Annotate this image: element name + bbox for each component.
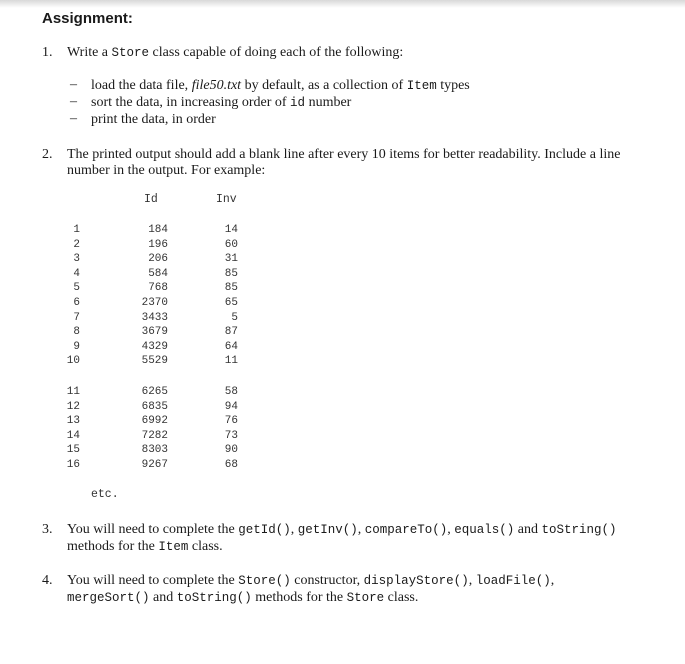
id-value: 6992 [141,415,168,428]
line-number: 15 [66,444,80,457]
bullet-load-file: load the data file, file50.txt by default, as a collection of Item types [91,78,470,93]
line-number: 11 [66,386,80,398]
bullet-dash: – [70,111,77,126]
item-1-text: Write a Store class capable of doing each of the following: [67,45,404,60]
id-value: 6265 [141,386,168,398]
line-number: 14 [66,429,80,442]
item-3-line-2: methods for the Item class. [67,539,223,554]
inv-value: 90 [224,444,238,457]
bullet-dash: – [70,94,77,109]
item-4-line-2: mergeSort() and toString() methods for the Store class. [67,590,419,605]
inv-value: 85 [224,282,238,295]
id-value: 5529 [141,355,168,368]
line-number: 10 [66,355,80,368]
item-2-line-1: The printed output should add a blank line after every 10 items for better readability. Include a line [67,147,621,162]
inv-value: 85 [224,267,238,280]
line-number-column [60,223,80,369]
top-shade [0,0,685,8]
line-number: 13 [66,415,80,428]
id-column [124,223,168,369]
bullet-dash: – [70,77,77,92]
line-number: 1 [73,224,80,236]
line-number: 7 [73,311,80,324]
inv-value: 64 [224,340,238,353]
line-number-column [60,385,80,473]
inv-value: 11 [224,355,238,368]
item-2-line-2: number in the output. For example: [67,163,266,178]
inv-value: 73 [224,429,238,442]
line-number: 4 [73,267,80,280]
id-value: 9267 [141,458,168,471]
inv-value: 68 [224,458,238,471]
id-value: 3679 [141,326,168,339]
line-number: 8 [73,326,80,339]
inv-value: 76 [224,415,238,428]
inv-value: 58 [224,386,238,398]
line-number: 2 [73,238,80,251]
id-value: 584 [148,267,168,280]
inv-column [210,223,238,369]
id-value: 4329 [141,340,168,353]
id-value: 8303 [141,444,168,457]
bullet-print: print the data, in order [91,112,216,127]
item-3-number: 3. [42,522,53,537]
item-2-number: 2. [42,147,53,162]
id-value: 3433 [141,311,168,324]
bullet-sort: sort the data, in increasing order of id number [91,95,352,110]
inv-value: 60 [224,238,238,251]
inv-value: 87 [224,326,238,339]
line-number: 16 [66,458,80,471]
inv-value: 5 [231,311,238,324]
inv-value: 65 [224,296,238,309]
line-number: 3 [73,253,80,266]
item-4-line-1: You will need to complete the Store() constructor, displayStore(), loadFile(), [67,573,555,588]
inv-value: 94 [224,400,238,413]
table-header-id: Id [144,193,158,206]
id-value: 184 [148,224,168,236]
inv-value: 31 [224,253,238,266]
id-value: 196 [148,238,168,251]
item-3-line-1: You will need to complete the getId(), getInv(), compareTo(), equals() and toString() [67,522,617,537]
table-header-inv: Inv [216,193,237,206]
id-column [124,385,168,473]
page-heading: Assignment: [42,10,133,27]
item-4-number: 4. [42,573,53,588]
id-value: 6835 [141,400,168,413]
line-number: 6 [73,296,80,309]
line-number: 5 [73,282,80,295]
id-value: 7282 [141,429,168,442]
id-value: 768 [148,282,168,295]
line-number: 12 [66,400,80,413]
item-1-number: 1. [42,45,53,60]
id-value: 206 [148,253,168,266]
inv-column [210,385,238,473]
line-number: 9 [73,340,80,353]
table-etc: etc. [91,488,119,501]
inv-value: 14 [224,224,238,236]
id-value: 2370 [141,296,168,309]
